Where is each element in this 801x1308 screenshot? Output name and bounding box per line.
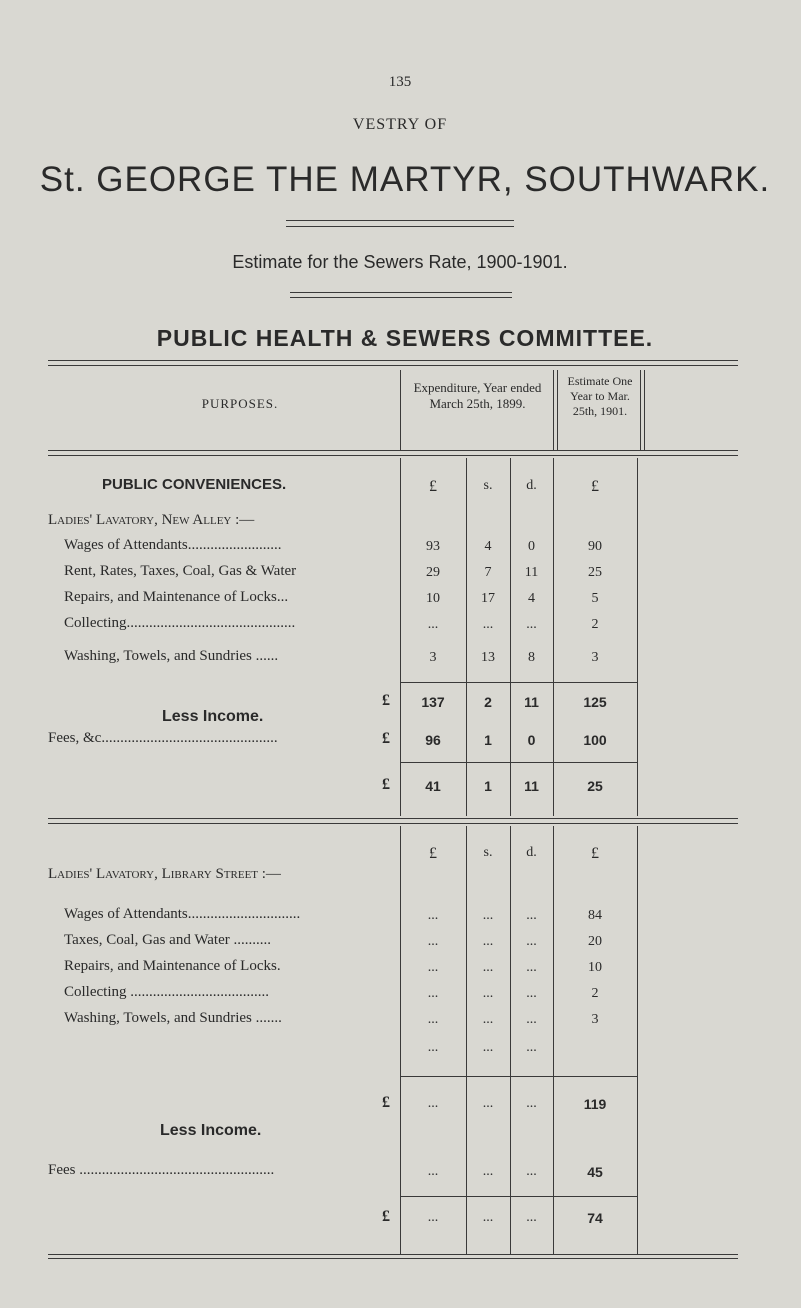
section1-row-d: 8 (528, 650, 535, 665)
section1-net-l: 41 (425, 778, 441, 794)
table-bottom-rule-1 (48, 1254, 738, 1255)
section2-total-s: ... (482, 1096, 494, 1111)
section1-fees-label: Fees, &c............................................... (48, 730, 278, 746)
section1-row-e: 3 (591, 650, 599, 665)
section1-net-rule (400, 762, 637, 763)
section1-fees-l: 96 (425, 732, 441, 748)
section2-cur-e: £ (591, 845, 599, 862)
section-divider-2 (48, 823, 738, 824)
section2-row-label: Repairs, and Maintenance of Locks. (64, 958, 281, 974)
section1-row-d: ... (526, 617, 537, 632)
section1-cur-s: s. (483, 478, 493, 493)
estimate-header: Estimate One Year to Mar. 25th, 1901. (567, 374, 633, 418)
section1-row-s: 17 (481, 591, 495, 606)
title-rule-2 (286, 226, 514, 227)
section2-net-sym: £ (382, 1208, 390, 1225)
section1-subtitle: Ladies' Lavatory, New Alley :— (48, 512, 255, 528)
section2-total-e: 119 (583, 1096, 607, 1112)
section2-net-s: ... (482, 1210, 494, 1225)
section2-row-d: ... (526, 908, 537, 923)
section2-row-label: Taxes, Coal, Gas and Water .......... (64, 932, 271, 948)
section2-total-rule (400, 1076, 637, 1077)
section2-row-e: 10 (588, 960, 602, 975)
section2-row-e: 2 (591, 986, 599, 1001)
section1-total-rule (400, 682, 637, 683)
section-divider-1 (48, 818, 738, 819)
section1-row-label: Wages of Attendants......................... (64, 537, 282, 553)
table-bottom-rule-2 (48, 1258, 738, 1259)
section2-row-label: Wages of Attendants.............................. (64, 906, 301, 922)
section2-fees-d: ... (526, 1164, 537, 1179)
section1-total-sym: £ (382, 692, 390, 709)
subtitle-rule-2 (290, 297, 512, 298)
section1-row-label: Repairs, and Maintenance of Locks... (64, 589, 289, 605)
section1-fees-d: 0 (527, 732, 536, 748)
section1-row-s: 7 (484, 565, 492, 580)
section2-net-rule (400, 1196, 637, 1197)
title-rule-1 (286, 220, 514, 221)
section2-net-e: 74 (587, 1210, 603, 1226)
col-line-4 (553, 826, 554, 1254)
purposes-header: PURPOSES. (201, 396, 279, 411)
subtitle: Estimate for the Sewers Rate, 1900-1901. (232, 252, 568, 272)
section1-row-d: 0 (528, 539, 535, 554)
section2-less-income: Less Income. (160, 1122, 262, 1139)
section2-total-l: ... (427, 1096, 439, 1111)
section2-row-s: ... (482, 960, 494, 975)
section1-fees-sym: £ (382, 730, 390, 747)
section2-cur-d: d. (526, 845, 537, 860)
section2-row-l: ... (427, 960, 439, 975)
section2-row-d: ... (526, 1012, 537, 1027)
table-top-rule-2 (48, 365, 738, 366)
section1-net-e: 25 (587, 778, 603, 794)
col-line-5 (637, 458, 638, 816)
section2-blank-s: ... (482, 1040, 494, 1055)
subtitle-rule-1 (290, 292, 512, 293)
section2-fees-l: ... (427, 1164, 439, 1179)
section2-fees-e: 45 (587, 1164, 603, 1180)
section1-fees-s: 1 (484, 732, 492, 748)
header-bottom-rule-2 (48, 455, 738, 456)
page-title: St. GEORGE THE MARTYR, SOUTHWARK. (39, 160, 771, 199)
section2-row-label: Washing, Towels, and Sundries ....... (64, 1010, 282, 1026)
section1-cur-l: £ (429, 478, 437, 495)
section2-row-l: ... (427, 1012, 439, 1027)
section1-row-s: 13 (481, 650, 495, 665)
section1-row-s: ... (482, 617, 494, 632)
page-number: 135 (388, 74, 412, 90)
section1-row-l: 93 (426, 539, 440, 554)
section2-cur-l: £ (429, 845, 437, 862)
section1-row-label: Rent, Rates, Taxes, Coal, Gas & Water (64, 563, 297, 579)
section2-subtitle: Ladies' Lavatory, Library Street :— (48, 866, 281, 882)
table-top-rule-1 (48, 360, 738, 361)
section1-row-e: 25 (588, 565, 602, 580)
section1-row-label: Collecting............................................. (64, 615, 296, 631)
section1-net-sym: £ (382, 776, 390, 793)
header-col-line-2 (553, 370, 554, 450)
section1-total-l: 137 (421, 694, 445, 710)
section2-row-e: 84 (588, 908, 602, 923)
section2-net-l: ... (427, 1210, 439, 1225)
header-col-line-3 (557, 370, 558, 450)
section1-row-l: ... (427, 617, 439, 632)
section2-row-l: ... (427, 986, 439, 1001)
section2-cur-s: s. (483, 845, 493, 860)
section1-less-income: Less Income. (162, 708, 264, 725)
section1-row-d: 11 (524, 565, 539, 580)
section1-total-s: 2 (484, 694, 492, 710)
section2-row-s: ... (482, 908, 494, 923)
header-col-line-4 (640, 370, 641, 450)
section1-row-label: Washing, Towels, and Sundries ...... (64, 648, 279, 664)
section2-blank-l: ... (427, 1040, 439, 1055)
section2-row-d: ... (526, 986, 537, 1001)
expenditure-header: Expenditure, Year ended March 25th, 1899. (413, 380, 542, 411)
section1-cur-e: £ (591, 478, 599, 495)
header-col-line-1 (400, 370, 401, 450)
section2-row-e: 20 (588, 934, 602, 949)
section2-row-l: ... (427, 908, 439, 923)
section1-total-e: 125 (583, 694, 607, 710)
section2-net-d: ... (526, 1210, 537, 1225)
section1-title: PUBLIC CONVENIENCES. (102, 476, 287, 493)
section2-row-d: ... (526, 960, 537, 975)
section1-fees-e: 100 (583, 732, 607, 748)
section2-fees-label: Fees .................................................... (48, 1162, 275, 1178)
section2-blank-d: ... (526, 1040, 537, 1055)
section1-row-l: 3 (429, 650, 437, 665)
section2-row-e: 3 (591, 1012, 599, 1027)
section1-row-s: 4 (484, 539, 492, 554)
section2-fees-s: ... (482, 1164, 494, 1179)
section1-row-e: 5 (591, 591, 599, 606)
section1-net-s: 1 (484, 778, 492, 794)
section1-row-e: 90 (588, 539, 602, 554)
section2-total-sym: £ (382, 1094, 390, 1111)
section2-row-l: ... (427, 934, 439, 949)
section2-row-s: ... (482, 986, 494, 1001)
header-bottom-rule-1 (48, 450, 738, 451)
section2-row-label: Collecting ..................................... (64, 984, 269, 1000)
col-line-5 (637, 826, 638, 1254)
section1-net-d: 11 (524, 778, 539, 794)
section1-row-e: 2 (591, 617, 599, 632)
section1-row-d: 4 (528, 591, 535, 606)
section2-row-s: ... (482, 1012, 494, 1027)
section1-cur-d: d. (526, 478, 537, 493)
section1-row-l: 29 (426, 565, 440, 580)
section2-row-d: ... (526, 934, 537, 949)
section2-row-s: ... (482, 934, 494, 949)
section1-row-l: 10 (426, 591, 440, 606)
section1-total-d: 11 (524, 694, 539, 710)
header-col-line-5 (644, 370, 645, 450)
section2-total-d: ... (526, 1096, 537, 1111)
vestry-line: VESTRY OF (352, 116, 448, 133)
committee-heading: PUBLIC HEALTH & SEWERS COMMITTEE. (156, 325, 654, 351)
